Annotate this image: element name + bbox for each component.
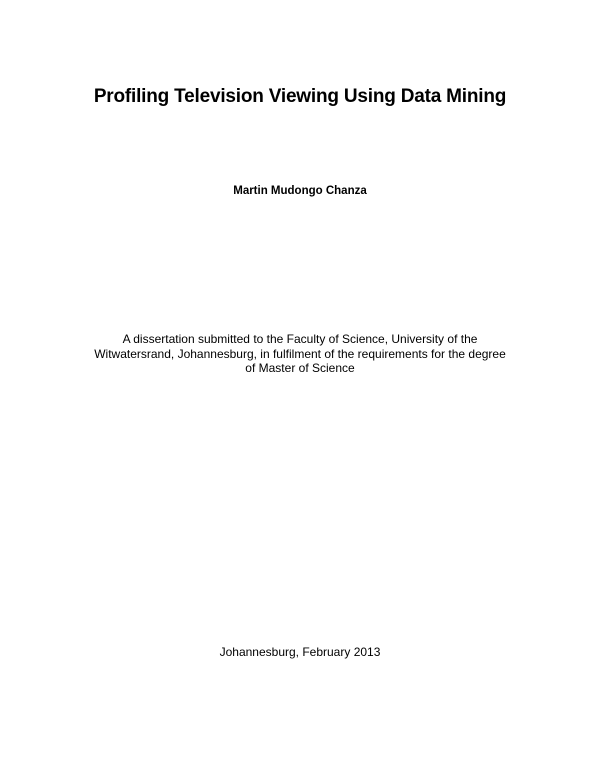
- submission-statement: [90, 332, 510, 376]
- author-name: Martin Mudongo Chanza: [233, 185, 367, 197]
- place-and-date: Johannesburg, February 2013: [219, 645, 381, 659]
- statement-line: Witwatersrand, Johannesburg, in fulfilment of the requirements for the degree: [94, 346, 506, 361]
- dissertation-title: Profiling Television Viewing Using Data Mining: [93, 86, 507, 107]
- statement-line: A dissertation submitted to the Faculty of Science, University of the: [122, 332, 478, 346]
- statement-line: of Master of Science: [245, 361, 355, 375]
